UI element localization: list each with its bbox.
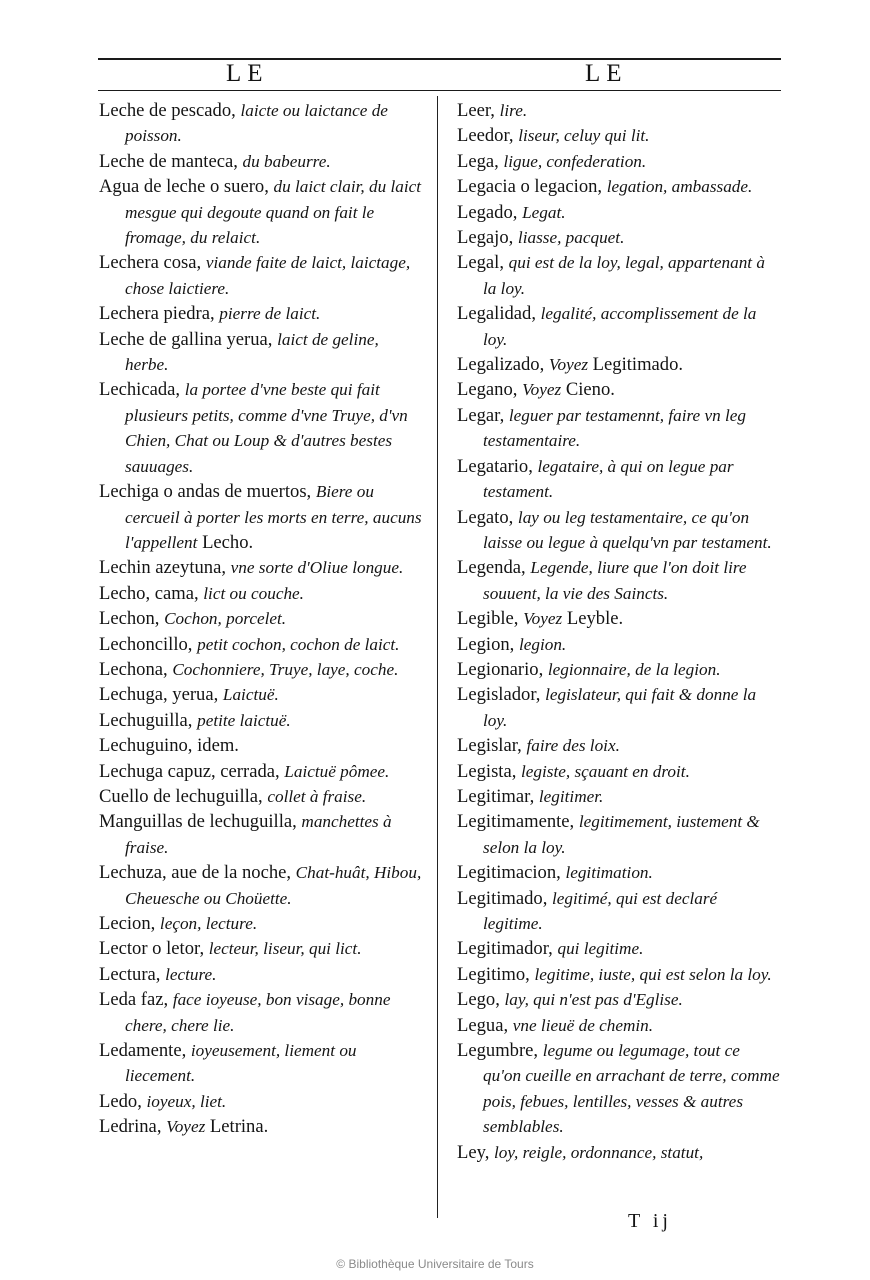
dictionary-entry xyxy=(99,936,423,961)
entry-definition: du laict clair, du laict mesgue qui degoute quand on fait le fromage, du relaict. xyxy=(125,177,422,248)
dictionary-entry xyxy=(99,301,423,326)
entry-headword: Lechon, xyxy=(99,608,165,630)
dictionary-entry xyxy=(99,1114,423,1139)
entry-headword: Lechuguilla, xyxy=(99,709,198,731)
dictionary-entry xyxy=(99,632,423,657)
entry-definition: Legende, liure que l'on doit lire souuent, la vie des Saincts. xyxy=(483,558,747,603)
dictionary-entry xyxy=(99,657,423,682)
entry-headword: Legado, xyxy=(457,201,523,223)
entry-headword: Legal, xyxy=(457,252,509,274)
dictionary-entry xyxy=(457,174,781,199)
dictionary-entry xyxy=(99,581,423,606)
entry-definition: pierre de laict. xyxy=(219,304,321,324)
dictionary-entry xyxy=(457,657,781,682)
entry-headword: Lechuza, aue de la noche, xyxy=(99,862,296,884)
entry-definition: legion. xyxy=(518,634,567,654)
entry-definition: laicte ou laictance de poisson. xyxy=(125,101,388,146)
entry-headword: Legatario, xyxy=(457,455,538,477)
dictionary-entry xyxy=(457,1013,781,1038)
entry-headword: Leer, xyxy=(457,100,500,121)
right-column xyxy=(457,98,781,1165)
dictionary-entry xyxy=(457,962,781,987)
dictionary-entry xyxy=(457,403,781,454)
entry-definition: legitime, iuste, qui est selon la loy. xyxy=(534,964,772,984)
entry-headword: Legitimo, xyxy=(457,963,535,985)
entry-headword: Legionario, xyxy=(457,658,548,680)
dictionary-entry xyxy=(99,860,423,911)
dictionary-entry xyxy=(457,987,781,1012)
entry-definition: Cochon, porcelet. xyxy=(164,609,287,629)
dictionary-entry xyxy=(99,1038,423,1089)
entry-headword: Leche de gallina yerua, xyxy=(99,328,278,350)
entry-cross-reference: Lecho. xyxy=(197,531,254,553)
dictionary-entry xyxy=(99,606,423,631)
dictionary-entry xyxy=(99,784,423,809)
dictionary-entry xyxy=(457,555,781,606)
header-rule xyxy=(98,58,781,60)
entry-headword: Legumbre, xyxy=(457,1040,543,1062)
column-divider xyxy=(437,96,438,1218)
entry-headword: Leda faz, xyxy=(99,989,173,1011)
entry-definition: legislateur, qui fait & donne la loy. xyxy=(483,685,757,730)
entry-headword: Legible, xyxy=(457,608,524,630)
entry-headword: Lecho, cama, xyxy=(99,582,204,604)
running-head-right: LE xyxy=(585,60,628,87)
entry-definition: leguer par testamennt, faire vn leg testamentaire. xyxy=(483,405,746,451)
entry-definition: legiste, sçauant en droit. xyxy=(521,761,690,781)
entry-definition: ligue, confederation. xyxy=(503,151,647,171)
entry-headword: Lecion, xyxy=(99,913,160,934)
dictionary-entry xyxy=(457,301,781,352)
dictionary-entry xyxy=(457,225,781,250)
entry-headword: Legajo, xyxy=(457,227,518,249)
entry-definition: faire des loix. xyxy=(526,736,620,756)
dictionary-entry xyxy=(457,606,781,631)
dictionary-entry xyxy=(457,936,781,961)
entry-headword: Lechuguino, idem. xyxy=(99,735,239,757)
dictionary-entry xyxy=(457,1140,781,1165)
dictionary-entry xyxy=(99,377,423,479)
entry-headword: Cuello de lechuguilla, xyxy=(99,785,268,807)
entry-headword: Legislar, xyxy=(457,735,527,757)
entry-headword: Lechera cosa, xyxy=(99,252,206,274)
entry-definition: lire. xyxy=(499,101,528,120)
entry-headword: Lechera piedra, xyxy=(99,303,220,325)
entry-definition: qui est de la loy, legal, appartenant à la loy. xyxy=(483,253,765,298)
entry-headword: Ledamente, xyxy=(99,1040,191,1062)
entry-definition: Biere ou cercueil à porter les morts en terre, aucuns l'appellent xyxy=(125,482,422,552)
dictionary-entry xyxy=(457,454,781,505)
entry-headword: Ley, xyxy=(457,1141,494,1163)
dictionary-entry xyxy=(99,962,423,987)
entry-headword: Lechuga, yerua, xyxy=(99,684,223,706)
entry-headword: Lector o letor, xyxy=(99,938,209,960)
running-head-left: LE xyxy=(226,60,269,87)
dictionary-entry xyxy=(99,682,423,707)
left-column xyxy=(99,98,423,1140)
dictionary-entry xyxy=(99,1089,423,1114)
dictionary-entry xyxy=(457,632,781,657)
entry-definition: legionnaire, de la legion. xyxy=(547,659,721,679)
signature-mark: T ij xyxy=(628,1210,672,1232)
dictionary-entry xyxy=(99,708,423,733)
dictionary-entry xyxy=(457,250,781,301)
dictionary-entry xyxy=(99,809,423,860)
entry-headword: Legano, xyxy=(457,379,523,401)
entry-headword: Manguillas de lechuguilla, xyxy=(99,811,302,833)
entry-headword: Legitimador, xyxy=(457,938,558,960)
header-underline xyxy=(98,90,781,91)
entry-definition: petite laictuë. xyxy=(197,710,291,730)
entry-definition: liseur, celuy qui lit. xyxy=(518,126,650,146)
entry-definition: Voyez xyxy=(166,1117,206,1137)
entry-definition: legume ou legumage, tout ce qu'on cueille en arrachant de terre, comme pois, febues, lentilles, vesses & autres semblables. xyxy=(483,1041,780,1137)
entry-headword: Lechuga capuz, cerrada, xyxy=(99,760,285,782)
dictionary-entry xyxy=(457,377,781,402)
dictionary-entry xyxy=(99,149,423,174)
entry-headword: Legalizado, xyxy=(457,354,549,376)
dictionary-entry xyxy=(99,911,423,936)
entry-headword: Legista, xyxy=(457,760,522,782)
dictionary-entry xyxy=(99,759,423,784)
dictionary-entry xyxy=(457,505,781,556)
entry-headword: Legitimar, xyxy=(457,785,539,807)
entry-headword: Leche de pescado, xyxy=(99,100,241,121)
entry-headword: Legenda, xyxy=(457,557,531,579)
entry-definition: lict ou couche. xyxy=(203,583,304,603)
dictionary-entry xyxy=(99,250,423,301)
dictionary-entry xyxy=(457,98,781,123)
dictionary-entry xyxy=(457,123,781,148)
entry-definition: Laictuë pômee. xyxy=(284,761,390,781)
dictionary-entry xyxy=(457,860,781,885)
dictionary-entry xyxy=(99,98,423,149)
entry-headword: Leche de manteca, xyxy=(99,150,243,172)
dictionary-entry xyxy=(457,352,781,377)
dictionary-entry xyxy=(457,886,781,937)
dictionary-entry xyxy=(99,555,423,580)
dictionary-entry xyxy=(457,200,781,225)
entry-cross-reference: Letrina. xyxy=(205,1116,269,1138)
entry-headword: Legalidad, xyxy=(457,303,541,325)
entry-cross-reference: Legitimado. xyxy=(588,354,684,376)
library-credit: © Bibliothèque Universitaire de Tours xyxy=(336,1257,534,1271)
entry-headword: Lega, xyxy=(457,150,504,172)
entry-headword: Legion, xyxy=(457,633,519,655)
entry-definition: Laictuë. xyxy=(222,685,279,705)
dictionary-entry xyxy=(457,733,781,758)
dictionary-entry xyxy=(99,987,423,1038)
entry-definition: Legat. xyxy=(522,202,566,222)
entry-definition: legitimement, iustement & selon la loy. xyxy=(483,812,760,857)
entry-definition: viande faite de laict, laictage, chose laictiere. xyxy=(125,253,411,298)
entry-definition: legataire, à qui on legue par testament. xyxy=(483,456,734,502)
entry-definition: vne lieuë de chemin. xyxy=(512,1015,654,1035)
entry-definition: lay, qui n'est pas d'Eglise. xyxy=(504,990,683,1010)
entry-cross-reference: Leyble. xyxy=(562,608,624,630)
entry-headword: Legua, xyxy=(457,1014,513,1036)
entry-headword: Agua de leche o suero, xyxy=(99,176,274,198)
dictionary-entry xyxy=(457,759,781,784)
entry-headword: Lechoncillo, xyxy=(99,633,198,655)
entry-definition: face ioyeuse, bon visage, bonne chere, chere lie. xyxy=(125,990,391,1035)
entry-definition: petit cochon, cochon de laict. xyxy=(197,634,400,654)
entry-definition: lecture. xyxy=(165,964,217,984)
entry-definition: Voyez xyxy=(548,355,589,375)
entry-headword: Lechona, xyxy=(99,658,173,680)
dictionary-entry xyxy=(99,174,423,250)
entry-headword: Legar, xyxy=(457,404,509,426)
dictionary-entry xyxy=(99,733,423,758)
entry-definition: legitimation. xyxy=(565,863,653,883)
entry-cross-reference: Cieno. xyxy=(561,379,615,401)
entry-definition: Voyez xyxy=(523,609,563,629)
entry-definition: la portee d'vne beste qui fait plusieurs petits, comme d'vne Truye, d'vn Chien, Chat ou Loup & d'autres bestes sauuages. xyxy=(125,380,408,476)
entry-definition: lay ou leg testamentaire, ce qu'on laisse ou legue à quelqu'vn par testament. xyxy=(483,507,772,552)
entry-headword: Legacia o legacion, xyxy=(457,176,607,198)
dictionary-entry xyxy=(99,479,423,555)
entry-headword: Ledrina, xyxy=(99,1116,167,1138)
entry-headword: Lego, xyxy=(457,989,505,1011)
entry-definition: laict de geline, herbe. xyxy=(125,329,379,375)
entry-definition: qui legitime. xyxy=(557,939,644,959)
entry-definition: legitimé, qui est declaré legitime. xyxy=(483,888,718,933)
entry-definition: vne sorte d'Oliue longue. xyxy=(230,558,404,578)
dictionary-entry xyxy=(457,1038,781,1140)
entry-headword: Legitimado, xyxy=(457,887,553,909)
entry-definition: leçon, lecture. xyxy=(159,914,258,933)
entry-definition: legitimer. xyxy=(538,786,604,806)
entry-headword: Leedor, xyxy=(457,125,519,147)
entry-definition: lecteur, liseur, qui lict. xyxy=(208,939,362,959)
entry-headword: Lectura, xyxy=(99,963,166,985)
entry-definition: manchettes à fraise. xyxy=(125,812,392,857)
entry-definition: legalité, accomplissement de la loy. xyxy=(483,304,757,349)
entry-definition: Chat-huât, Hibou, Cheuesche ou Choüette. xyxy=(125,863,422,908)
dictionary-entry xyxy=(99,327,423,378)
entry-headword: Lechiga o andas de muertos, xyxy=(99,481,316,503)
entry-headword: Lechin azeytuna, xyxy=(99,557,231,579)
entry-headword: Legislador, xyxy=(457,684,546,706)
entry-definition: ioyeusement, liement ou liecement. xyxy=(125,1041,357,1086)
entry-definition: loy, reigle, ordonnance, statut, xyxy=(494,1142,704,1162)
entry-headword: Legitimamente, xyxy=(457,811,579,833)
dictionary-entry xyxy=(457,682,781,733)
entry-definition: Voyez xyxy=(522,380,562,400)
dictionary-entry xyxy=(457,784,781,809)
entry-headword: Legitimacion, xyxy=(457,862,566,884)
entry-definition: du babeurre. xyxy=(242,151,331,171)
entry-definition: Cochonniere, Truye, laye, coche. xyxy=(172,659,399,679)
entry-definition: legation, ambassade. xyxy=(606,177,753,197)
dictionary-entry xyxy=(457,149,781,174)
entry-definition: ioyeux, liet. xyxy=(146,1091,227,1111)
entry-headword: Legato, xyxy=(457,506,518,528)
entry-headword: Ledo, xyxy=(99,1090,147,1112)
entry-definition: liasse, pacquet. xyxy=(517,228,625,248)
entry-definition: collet à fraise. xyxy=(267,786,367,806)
entry-headword: Lechicada, xyxy=(99,379,185,401)
dictionary-entry xyxy=(457,809,781,860)
